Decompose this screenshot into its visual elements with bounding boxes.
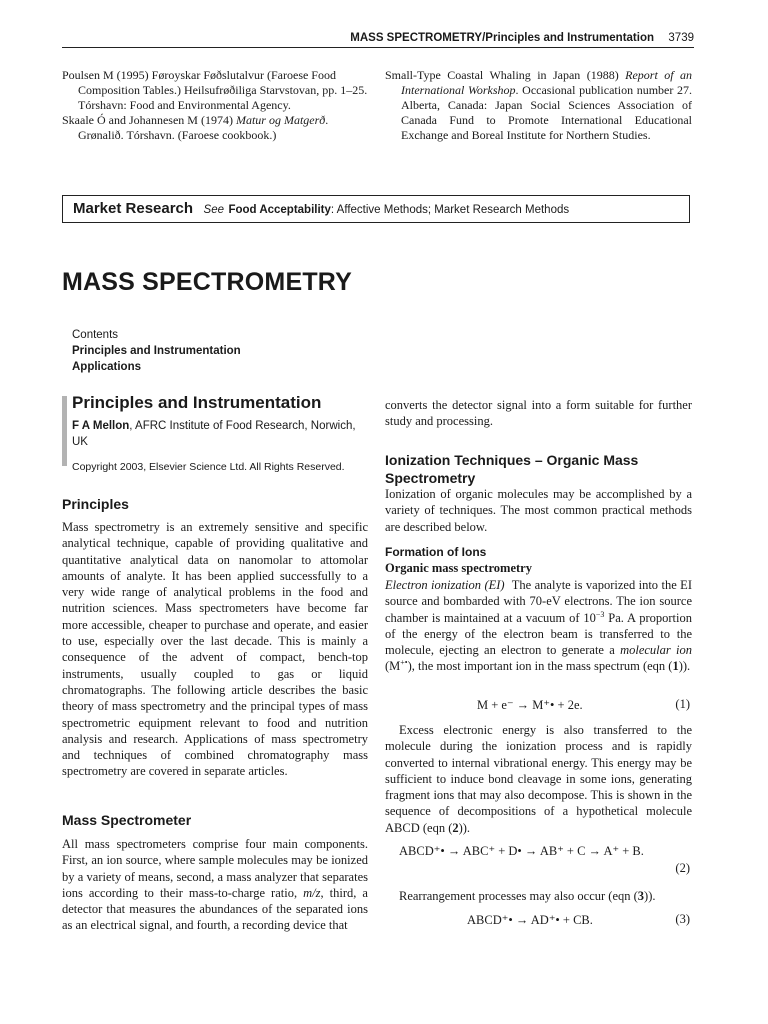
author-name: F A Mellon [72,420,130,432]
contents-item[interactable]: Applications [72,361,142,373]
reference-item [62,68,368,113]
exponent: −3 [595,609,605,619]
section-title: Principles and Instrumentation [72,393,322,412]
paragraph-italic: molecular ion [620,643,692,658]
reference-title: Report of an International Workshop [401,68,692,97]
cross-reference-title: Market Research [73,200,194,217]
paragraph-text: All mass spectrometers comprise four main components. First, an ion source, where sample molecules may be ionized by a variety of means, second, a mass analyzer that separates ions according to their mass-to-charge ratio, [62,837,368,900]
equation-number: (1) [675,697,690,711]
equation-expression: ABCD⁺• → ABC⁺ + D• → AB⁺ + C → A⁺ + B. [399,844,644,858]
equation-number: (2) [675,861,690,875]
cross-reference-link-rest[interactable]: : Affective Methods; Market Research Methods [330,204,570,216]
contents-item[interactable]: Principles and Instrumentation [72,345,241,357]
equation-expression: M + e⁻ → M⁺• + 2e. [477,698,583,712]
mass-spectrometer-paragraph [62,836,368,934]
cross-reference-box [62,195,690,223]
paragraph-text: ), the most important ion in the mass spectrum (eqn ( [407,659,673,674]
paragraph-text: Pa. A proportion of the energy of the electron beam is transferred to the molecule, ejecting an electron to generate a [385,610,692,658]
rearrangement-paragraph [385,888,692,904]
reference-text: Poulsen M (1995) Føroyskar Føðslutalvur (Faroese Food Composition Tables.) Heilsufrøðiliga Starvstovan, pp. 1–25. Tórshavn: Food and Environmental Agency. [62,68,368,112]
paragraph-text: )). [644,889,656,903]
organic-ms-heading: Organic mass spectrometry [385,561,532,575]
reference-text: Skaale Ó and Johannesen M (1974) [62,113,236,127]
section-header-block [62,392,368,474]
equation-ref: 2 [452,820,459,835]
paragraph-italic: m/z [303,885,321,900]
section-marker-bar [62,396,67,466]
excess-energy-paragraph [385,722,692,836]
cross-reference-link[interactable]: Food Acceptability [228,204,331,216]
reference-text: Small-Type Coastal Whaling in Japan (1988) [385,68,626,82]
principles-paragraph: Mass spectrometry is an extremely sensitive and specific analytical technique, capable of providing qualitative and quantitative analytical data on nanomolar to attomolar amounts of analyte. It has been applied successfully to a very wide range of analytical problems in the food and nutrition sciences. Mass spectrometers have become far more accessible, cheaper to purchase and operate, and easier to use, especially over the last decade. This is mainly a consequence of the advent of compact, bench-top instruments, usually coupled to gas or liquid chromatographs. The following article describes the basic theory of mass spectrometry and the principal types of mass spectrometric equipment relevant to food and nutrition analysis and research. Applications of mass spectrometry and techniques of combined chromatography mass spectrometry are covered in separate articles. [62,520,368,779]
paragraph-text: (M [385,659,401,674]
reference-item [385,68,692,143]
author-affiliation: , AFRC Institute of Food Research, Norwich, UK [72,420,356,448]
reference-title: Matur og Matgerð [235,113,326,127]
ei-lead: Electron ionization (EI) [385,578,505,592]
formation-heading: Formation of Ions [385,545,487,559]
article-title: MASS SPECTROMETRY [62,268,352,296]
paragraph-text: The analyte is vaporized into the EI source and bombarded with 70-eV electrons. The ion source chamber is maintained at a vacuum of 10 [385,578,692,625]
paragraph-text: Excess electronic energy is also transferred to the molecule during the ionization process and is rapidly converted to internal vibrational energy. This energy may be sufficient to induce bond cleavage in some ions, generating fragment ions that may also decompose. This is shown in the sequence of decompositions of a hypothetical molecule ABCD (eqn ( [385,723,692,835]
running-header [62,30,694,46]
equation-2 [385,843,692,879]
ionization-heading: Ionization Techniques – Organic Mass Spectrometry [385,452,639,486]
reference-item [62,113,368,143]
page-number: 3739 [668,32,694,44]
ionization-paragraph: Ionization of organic molecules may be accomplished by a variety of techniques. The most common practical methods are described below. [385,487,692,534]
paragraph-text: )). [678,659,691,674]
equation-expression: ABCD⁺• → AD⁺• + CB. [467,913,593,927]
reference-text: . Occasional publication number 27. Alberta, Canada: Japan Social Sciences Association of Canada Fund to Promote International Educational Exchange and Boreal Institute for Northern Studies. [401,83,693,142]
references-right [385,68,692,143]
left-column [62,392,368,474]
equation-number: (3) [675,912,690,926]
equation-3 [385,912,692,930]
references-left [62,68,368,143]
paragraph-text: , third, a detector that measures the abundances of the separated ions as an electrical signal, and fourth, a recording device that [62,885,368,933]
equation-1 [385,697,692,715]
copyright-notice: Copyright 2003, Elsevier Science Ltd. All Rights Reserved. [72,461,345,473]
paragraph-text: Rearrangement processes may also occur (eqn ( [399,889,638,903]
electron-ionization-paragraph [385,577,692,675]
equation-ref: 3 [637,889,645,903]
superscript: +• [400,658,408,668]
running-header-title: MASS SPECTROMETRY/Principles and Instrumentation [350,32,654,44]
mass-spectrometer-heading: Mass Spectrometer [62,812,192,828]
reference-text: . Grønalið. Tórshavn. (Faroese cookbook.) [78,113,329,142]
header-rule [62,47,694,48]
paragraph-text: )). [458,820,471,835]
cross-reference-see: See [203,204,224,216]
continuation-paragraph: converts the detector signal into a form suitable for further study and processing. [385,398,692,429]
contents-label: Contents [72,329,119,341]
contents-block [72,327,241,375]
author-line [72,418,368,450]
equation-ref: 1 [672,659,679,674]
principles-heading: Principles [62,496,129,512]
